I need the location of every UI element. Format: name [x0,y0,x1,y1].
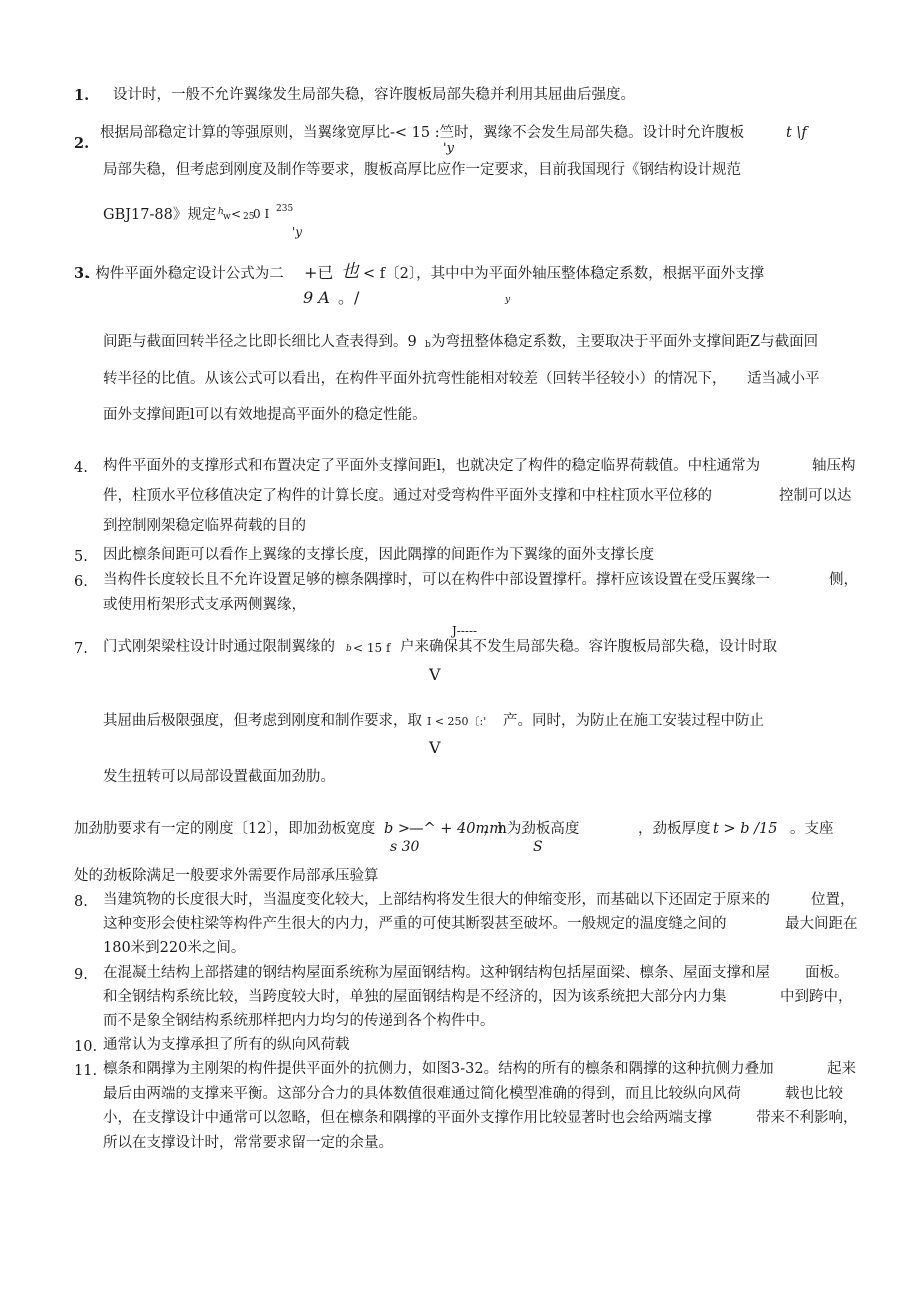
item-6-line-1: 当构件长度较长且不允许设置足够的檩条隅撑时，可以在构件中部设置撑杆。撑杆应该设置在受压翼缘一 [103,572,770,588]
item-9-line-1: 在混凝土结构上部搭建的钢结构屋面系统称为屋面钢结构。这种钢结构包括屋面梁、檩条、屋面支撑和屋 [103,965,770,981]
item-3-line-3-sub: b [425,340,431,350]
stiffener-line-1-d: ，h为劲板高度 [483,821,580,837]
item-7-line-1-c: < 15 f [353,641,391,655]
item-7-v-2: V [429,738,441,757]
item-9-line-3: 而不是象全钢结构系统那样把内力均匀的传递到各个构件中。 [103,1013,495,1029]
item-2-y: 'y [292,225,303,239]
item-10-number: 10. [74,1039,98,1055]
item-2-0: 0 I [253,207,270,221]
item-3-line-1-d: < f〔2〕，其中中为平面外轴压整体稳定系数，根据平面外支撑 [363,266,765,282]
item-10-text: 通常认为支撑承担了所有的纵向风荷载 [103,1037,350,1053]
item-4-line-1-tail: 轴压构 [812,458,856,474]
item-3-line-4-tail: 适当减小平 [747,371,820,387]
item-4-line-2-tail: 控制可以达 [779,488,852,504]
item-7-line-3: 发生扭转可以局部设置截面加劲肋。 [103,769,335,785]
item-7-v-1: V [429,665,441,684]
item-9-line-2: 和全钢结构系统比较，当跨度较大时，单独的屋面钢结构是不经济的，因为该系统把大部分内力集 [103,989,727,1005]
item-3-line-2-a: 9 A [303,288,330,307]
item-2-235: 235 [276,204,294,214]
item-11-line-4: 所以在支撑设计时，常常要求留一定的余量。 [103,1135,393,1151]
item-7-line-2-b: I < 250〔:' [427,715,487,728]
item-9-line-2-tail: 中到跨中， [780,989,853,1005]
item-4-line-1: 构件平面外的支撑形式和布置决定了平面外支撑间距l，也就决定了构件的稳定临界荷载值。中柱通常为 [103,458,761,474]
item-3-line-4: 转半径的比值。从该公式可以看出，在构件平面外抗弯性能相对较差（回转半径较小）的情况下， [103,371,727,387]
item-7-above: J----- [452,624,478,638]
item-9-line-1-tail: 面板。 [805,965,849,981]
item-11-line-1-tail: 起来 [827,1061,856,1077]
stiffener-line-1-a: 加劲肋要求有一定的刚度〔12〕，即加劲板宽度 [74,821,376,837]
item-2-line-2: 局部失稳，但考虑到刚度及制作等要求，腹板高厚比应作一定要求，目前我国现行《钢结构设计规范 [103,162,741,178]
item-4-line-3: 到控制刚架稳定临界荷载的目的 [103,518,306,534]
item-7-line-2-c: 产。同时，为防止在施工安装过程中防止 [503,713,764,729]
item-3-line-1-c: 也 [341,261,359,282]
stiffener-line-1-b: b > [384,821,411,837]
item-6-line-2: 或使用桁架形式支承两侧翼缘， [103,597,306,613]
item-2-line-1: 根据局部稳定计算的等强原则，当翼缘宽厚比-< 15 :竺时，翼缘不会发生局部失稳。设计时允许腹板 [100,125,745,141]
item-2-hw-w: w [223,212,231,222]
item-2-lt: < [231,207,242,221]
item-4-line-2: 件，柱顶水平位移值决定了构件的计算长度。通过对受弯构件平面外支撑和中柱柱顶水平位移的 [103,488,712,504]
item-2-line-3: GBJ17-88》规定 [103,207,217,223]
item-8-line-3: 180米到220米之间。 [103,940,246,956]
item-6-number: 6. [74,574,88,590]
item-7-line-1-a: 门式刚架梁柱设计时通过限制翼缘的 [103,639,335,655]
stiffener-line-2: 处的劲板除满足一般要求外需要作局部承压验算 [74,868,379,884]
item-11-line-3-tail: 带来不利影响， [756,1110,858,1126]
stiffener-line-1-c: —^ + 40mm [409,821,503,837]
item-3-line-3-rest: 为弯扭整体稳定系数，主要取决于平面外支撑间距Z与截面回 [431,334,819,350]
stiffener-line-1-e: ，劲板厚度 [638,821,711,837]
item-1-text: 设计时，一般不允许翼缘发生局部失稳，容许腹板局部失稳并利用其屈曲后强度。 [113,87,635,103]
item-11-line-2-tail: 载也比较 [785,1086,843,1102]
item-2-sub-y: 'y [443,141,454,156]
stiffener-line-1-f: t > b /15 [713,821,778,837]
stiffener-sub-a: s 30 [390,839,420,855]
item-3-line-3: 间距与截面回转半径之比即长细比人查表得到。9 [103,334,417,350]
item-7-line-1-b: b [346,644,352,654]
stiffener-sub-b: S [533,839,543,855]
item-11-number: 11. [74,1063,98,1079]
item-8-number: 8. [74,894,88,910]
item-8-line-1: 当建筑物的长度很大时，当温度变化较大，上部结构将发生很大的伸缩变形，而基础以下还固定于原来的 [103,892,770,908]
item-2-line-1-tail: t \f [786,125,807,141]
item-8-line-1-tail: 位置， [811,892,855,908]
item-4-number: 4. [74,460,88,476]
item-9-number: 9. [74,967,88,983]
item-7-line-1-d: 户来确保其不发生局部失稳。容许腹板局部失稳，设计时取 [400,639,777,655]
stiffener-line-1-g: 。支座 [790,821,834,837]
item-2-hw-h: h [218,207,224,217]
item-3-line-1-b: +已 [304,263,334,282]
item-8-line-2-tail: 最大间距在 [785,916,858,932]
item-6-line-1-tail: 侧， [829,572,858,588]
item-7-line-2-a: 其屈曲后极限强度，但考虑到刚度和制作要求，取 [103,713,422,729]
item-2-number: 2. [74,135,90,152]
item-11-line-3: 小，在支撑设计中通常可以忽略，但在檩条和隅撑的平面外支撑作用比较显著时也会给两端支撑 [103,1110,712,1126]
item-8-line-2: 这种变形会使柱梁等构件产生很大的内力，严重的可使其断裂甚至破坏。一般规定的温度缝之间的 [103,916,727,932]
item-3-line-5: 面外支撑间距l可以有效地提高平面外的稳定性能。 [103,407,427,423]
item-3-line-1-a: . 构件平面外稳定设计公式为二 [86,266,284,282]
item-3-number: 3. [74,265,90,282]
item-5-number: 5. [74,549,88,565]
item-5-text: 因此檩条间距可以看作上翼缘的支撑长度，因此隅撑的间距作为下翼缘的面外支撑长度 [103,547,654,563]
item-3-line-2-b: 。/ [338,288,360,307]
item-3-line-2-y: y [505,295,511,305]
item-11-line-2: 最后由两端的支撑来平衡。这部分合力的具体数值很难通过简化模型准确的得到，而且比较纵向风荷 [103,1086,741,1102]
item-11-line-1: 檩条和隅撑为主刚架的构件提供平面外的抗侧力，如图3-32。结构的所有的檩条和隅撑的这种抗侧力叠加 [103,1061,774,1077]
item-2-25: 25 [243,212,255,222]
item-1-number: 1. [74,87,90,104]
item-7-number: 7. [74,641,88,657]
